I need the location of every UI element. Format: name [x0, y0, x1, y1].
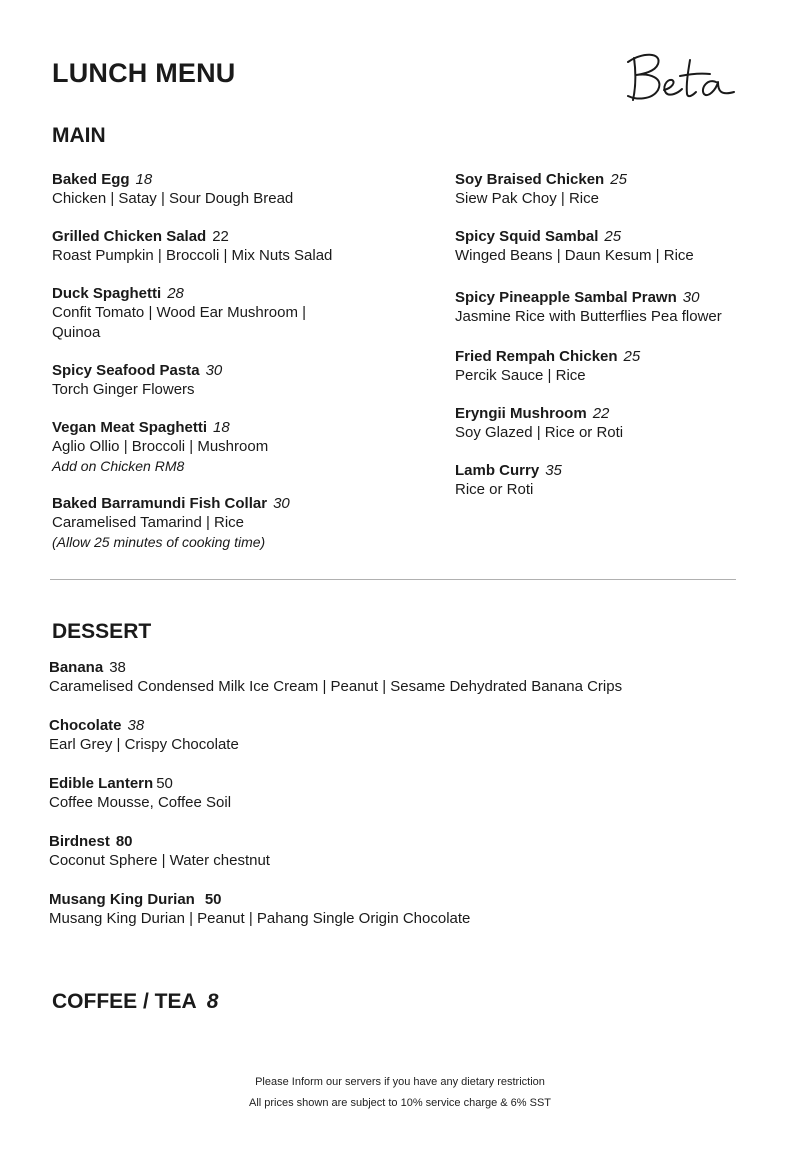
menu-item: [52, 361, 382, 400]
item-price: 28: [167, 285, 184, 302]
item-price: 38: [109, 659, 126, 676]
main-heading: MAIN: [52, 124, 106, 147]
menu-item: [455, 404, 775, 443]
dessert-item: [49, 832, 749, 871]
item-description: Jasmine Rice with Butterflies Pea flower: [455, 308, 722, 325]
main-right-column: [455, 170, 775, 518]
item-price: 25: [623, 348, 641, 365]
item-name: Soy Braised Chicken: [455, 171, 605, 188]
item-name: Duck Spaghetti: [52, 285, 162, 302]
dessert-item: [49, 716, 749, 755]
item-description: Aglio Ollio | Broccoli | Mushroom: [52, 438, 269, 455]
item-price: 50: [204, 891, 222, 908]
item-description: Winged Beans | Daun Kesum | Rice: [455, 247, 694, 264]
item-price: 38: [127, 717, 145, 734]
beta-logo-script: [624, 46, 740, 110]
item-name: Edible Lantern: [49, 775, 154, 792]
item-description: Rice or Roti: [455, 481, 534, 498]
section-divider: [50, 579, 736, 580]
item-name: Banana: [49, 659, 104, 676]
item-name: Baked Barramundi Fish Collar: [52, 495, 268, 512]
menu-item: [52, 418, 382, 476]
item-price: 22: [212, 228, 229, 245]
item-note: Add on Chicken RM8: [52, 458, 185, 474]
item-description: Caramelised Condensed Milk Ice Cream | Peanut | Sesame Dehydrated Banana Crips: [49, 678, 623, 695]
item-price: 30: [682, 289, 700, 306]
item-name: Spicy Pineapple Sambal Prawn: [455, 289, 677, 306]
item-name: Lamb Curry: [455, 462, 540, 479]
item-price: 25: [610, 171, 627, 188]
item-price: 30: [205, 362, 223, 379]
item-note: (Allow 25 minutes of cooking time): [52, 534, 266, 550]
item-description: Soy Glazed | Rice or Roti: [455, 424, 624, 441]
item-name: Musang King Durian: [49, 891, 195, 908]
item-price: 18: [135, 171, 153, 188]
coffee-tea-heading: [52, 990, 218, 1014]
item-price: 25: [604, 228, 622, 245]
item-description: Coffee Mousse, Coffee Soil: [49, 794, 232, 811]
beta-logo: [624, 46, 740, 110]
item-name: Spicy Squid Sambal: [455, 228, 599, 245]
dessert-heading: DESSERT: [52, 620, 152, 643]
dessert-item: [49, 774, 749, 813]
menu-item: [52, 494, 382, 552]
item-price: 80: [115, 833, 133, 850]
menu-item: [455, 347, 775, 386]
item-name: Spicy Seafood Pasta: [52, 362, 200, 379]
menu-item: [52, 284, 382, 343]
menu-item: [455, 461, 775, 500]
item-price: 50: [156, 775, 173, 792]
item-description: Confit Tomato | Wood Ear Mushroom | Quinoa: [52, 304, 307, 341]
item-price: 22: [592, 405, 610, 422]
item-description: Coconut Sphere | Water chestnut: [49, 852, 270, 869]
dessert-item: [49, 890, 749, 929]
menu-item: [455, 170, 775, 209]
dessert-item: [49, 658, 749, 697]
item-description: Caramelised Tamarind | Rice: [52, 514, 245, 531]
item-name: Vegan Meat Spaghetti: [52, 419, 208, 436]
footer-charges-note: All prices shown are subject to 10% service charge & 6% SST: [248, 1097, 552, 1109]
main-left-column: [52, 170, 382, 570]
item-price: 35: [545, 462, 562, 479]
item-name: Chocolate: [49, 717, 122, 734]
item-description: Earl Grey | Crispy Chocolate: [49, 736, 239, 753]
dessert-list: [49, 658, 749, 948]
item-name: Birdnest: [49, 833, 110, 850]
coffee-tea-label: COFFEE / TEA: [52, 990, 197, 1013]
item-name: Fried Rempah Chicken: [455, 348, 618, 365]
item-price: 18: [213, 419, 230, 436]
item-description: Chicken | Satay | Sour Dough Bread: [52, 190, 294, 207]
menu-item: [52, 227, 382, 266]
item-description: Torch Ginger Flowers: [52, 381, 195, 398]
footer-dietary-note: Please Inform our servers if you have any dietary restriction: [255, 1076, 545, 1088]
item-description: Roast Pumpkin | Broccoli | Mix Nuts Salad: [52, 247, 333, 264]
menu-item: [455, 288, 775, 327]
item-description: Siew Pak Choy | Rice: [455, 190, 599, 207]
item-name: Eryngii Mushroom: [455, 405, 587, 422]
menu-item: [455, 227, 775, 266]
menu-item: [52, 170, 382, 209]
menu-title: LUNCH MENU: [52, 58, 236, 88]
item-description: Musang King Durian | Peanut | Pahang Single Origin Chocolate: [49, 910, 471, 927]
item-name: Baked Egg: [52, 171, 130, 188]
item-description: Percik Sauce | Rice: [455, 367, 586, 384]
coffee-tea-price: 8: [206, 990, 219, 1013]
item-name: Grilled Chicken Salad: [52, 228, 207, 245]
item-price: 30: [273, 495, 290, 512]
